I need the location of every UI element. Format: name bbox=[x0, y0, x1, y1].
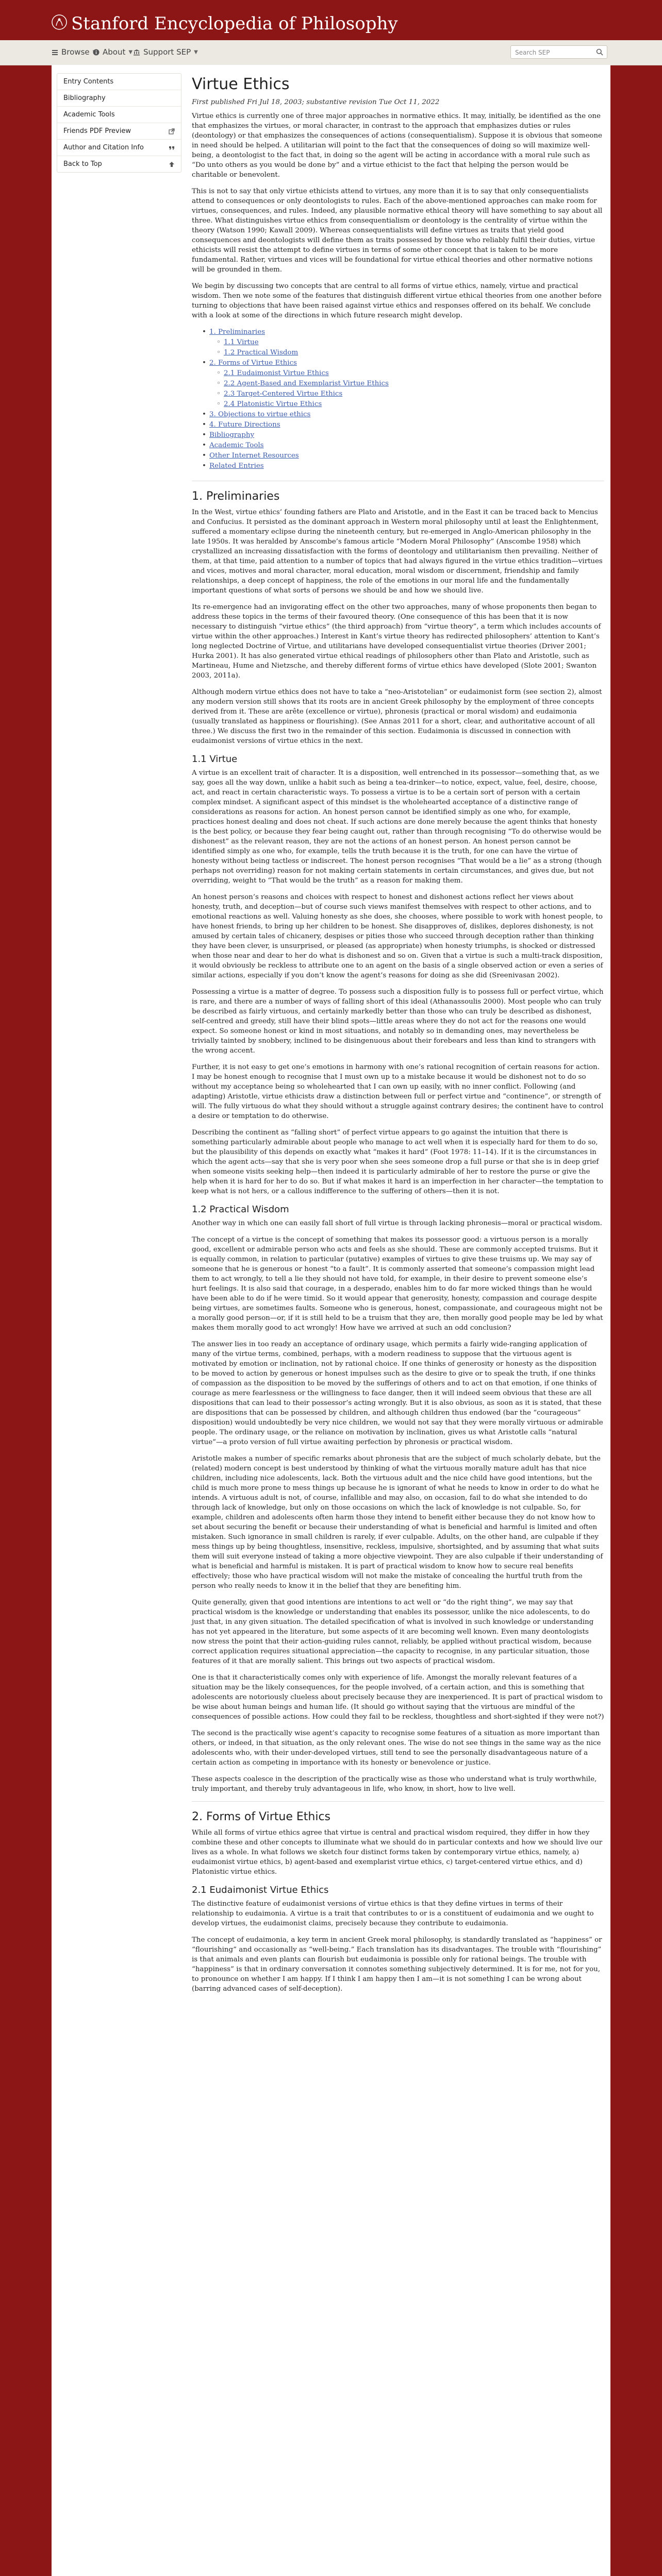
section-paragraph: One is that it characteristically comes only with experience of life. Amongst the morally relevant features of a situation may be the likely consequences, for the people involved, of a certain action, and this is something that adolescents are notoriously clueless about precisely because they are inexperienced. It is part of practical wisdom to be wise about human beings and human life. (It should go without saying that the virtuous are mindful of the consequences of possible actions. How could they fail to be reckless, thoughtless and short-sighted if they were not?) bbox=[192, 1674, 604, 1721]
entry-sidebar bbox=[57, 73, 181, 173]
quote-icon bbox=[169, 145, 175, 151]
page-title: Virtue Ethics bbox=[192, 75, 290, 93]
toc-item: • 4. Future Directions bbox=[202, 421, 280, 429]
toc-item: • Other Internet Resources bbox=[202, 452, 299, 460]
table-of-contents bbox=[192, 327, 604, 471]
toc-item: ◦ 1.1 Virtue bbox=[217, 338, 259, 346]
nav-support-label: Support SEP bbox=[143, 47, 191, 57]
section-paragraph: In the West, virtue ethics’ founding fathers are Plato and Aristotle, and in the East it can be traced back to Mencius and Confucius. It persisted as the dominant approach in Western moral philosophy until at least the Enlightenment, suffered a momentary eclipse during the nineteenth century, but re-emerged in Anglo-American philosophy in the late 1950s. It was heralded by Anscombe’s famous article “Modern Moral Philosophy” (Anscombe 1958) which crystallized an increasing dissatisfaction with the forms of deontology and utilitarianism then prevailing. Neither of them, at that time, paid attention to a number of topics that had always figured in the virtue ethics tradition—virtues and vices, motives and moral character, moral education, moral wisdom or discernment, friendship and family relationships, a deep concept of happiness, the role of the emotions in our moral life and the fundamentally important questions of what sorts of persons we should be and how we should live. bbox=[192, 509, 603, 595]
browse-icon bbox=[52, 49, 58, 56]
section-paragraph: These aspects coalesce in the description of the practically wise as those who understand what is truly worthwhile, truly important, and thereby truly advantageous in life, who know, in short, how to live well. bbox=[192, 1775, 597, 1793]
nav-about-label: About bbox=[103, 47, 126, 57]
sidebar-item-label: Back to Top bbox=[63, 160, 102, 168]
section-heading-forms: 2. Forms of Virtue Ethics bbox=[192, 1810, 331, 1823]
sidebar-item-entry-contents[interactable] bbox=[57, 74, 181, 90]
main-navbar bbox=[0, 40, 662, 65]
subsection-heading-practical-wisdom: 1.2 Practical Wisdom bbox=[192, 1204, 289, 1215]
section-paragraph: Quite generally, given that good intentions are intentions to act well or “do the right thing”, we may say that practical wisdom is the knowledge or understanding that enables its possessor, unlike the nice adolescents, to do just that, in any given situation. The detailed specification of what is involved in such knowledge or understanding has not yet appeared in the literature, but some aspects of it are becoming well known. Even many deontologists now stress the point that their action-guiding rules cannot, reliably, be applied without practical wisdom, because correct application requires situational appreciation—the capacity to recognise, in any particular situation, those features of it that are morally salient. This brings out two aspects of practical wisdom. bbox=[192, 1599, 594, 1665]
toc-link[interactable]: 2.3 Target-Centered Virtue Ethics bbox=[224, 390, 343, 398]
toc-link[interactable]: 2.2 Agent-Based and Exemplarist Virtue Ethics bbox=[224, 380, 389, 387]
toc-link[interactable]: 3. Objections to virtue ethics bbox=[209, 411, 311, 418]
intro-paragraph: This is not to say that only virtue ethicists attend to virtues, any more than it is to say that only consequentialists attend to consequences or only deontologists to rules. Each of the above-mentioned approaches can make room for virtues, consequences, and rules. Indeed, any plausible normative ethical theory will have something to say about all three. What distinguishes virtue ethics from consequentialism or deontology is the centrality of virtue within the theory (Watson 1990; Kawall 2009). Whereas consequentialists will define virtues as traits that yield good consequences and deontologists will define them as traits possessed by those who reliably fulfil their duties, virtue ethicists will resist the attempt to define virtues in terms of some other concept that is taken to be more fundamental. Rather, virtues and vices will be foundational for virtue ethical theories and other normative notions will be grounded in them. bbox=[192, 188, 603, 274]
toc-link[interactable]: 4. Future Directions bbox=[209, 421, 280, 429]
section-paragraph: The second is the practically wise agent’s capacity to recognise some features of a situation as more important than others, or indeed, in that situation, as the only relevant ones. The wise do not see things in the same way as the nice adolescents who, with their under-developed virtues, still tend to see the personally disadvantageous nature of a certain action as competing in importance with its honesty or benevolence or justice. bbox=[192, 1730, 601, 1767]
nav-support[interactable] bbox=[133, 47, 198, 57]
info-icon bbox=[93, 49, 100, 56]
search-input[interactable]: Search SEP bbox=[510, 45, 607, 59]
section-paragraph: The distinctive feature of eudaimonist versions of virtue ethics is that they define virtues in terms of their relationship to eudaimonia. A virtue is a trait that contributes to or is a constituent of eudaimonia and we ought to develop virtues, the eudaimonist claims, precisely because they contribute to eudaimonia. bbox=[192, 1900, 594, 1927]
section-heading-preliminaries: 1. Preliminaries bbox=[192, 490, 280, 503]
toc-item: ◦ 2.4 Platonistic Virtue Ethics bbox=[217, 400, 322, 408]
toc-item: • Related Entries bbox=[202, 462, 264, 470]
intro-paragraph: We begin by discussing two concepts that are central to all forms of virtue ethics, namely, virtue and practical wisdom. Then we note some of the features that distinguish different virtue ethical theories from one another before turning to objections that have been raised against virtue ethics and responses offered on its behalf. We conclude with a look at some of the directions in which future research might develop. bbox=[192, 282, 602, 319]
section-paragraph: Describing the continent as “falling short” of perfect virtue appears to go against the intuition that there is something particularly admirable about people who manage to act well when it is especially hard for them to do so, but the plausibility of this depends on exactly what “makes it hard” (Foot 1978: 11–14). If it is the circumstances in which the agent acts—say that she is very poor when she sees someone drop a full purse or that she is in deep grief when someone visits seeking help—then indeed it is particularly admirable of her to restore the purse or give the help when it is hard for her to do so. But if what makes it hard is an imperfection in her character—the temptation to keep what is not hers, or a callous indifference to the suffering of others—then it is not. bbox=[192, 1129, 604, 1195]
nav-browse-label: Browse bbox=[61, 47, 90, 57]
section-paragraph: A virtue is an excellent trait of character. It is a disposition, well entrenched in its possessor—something that, as we say, goes all the way down, unlike a habit such as being a tea-drinker—to notice, expect, value, feel, desire, choose, act, and react in certain characteristic ways. To possess a virtue is to be a certain sort of person with a certain complex mindset. A significant aspect of this mindset is the wholehearted acceptance of a distinctive range of considerations as reasons for action. An honest person cannot be identified simply as one who, for example, practices honest dealing and does not cheat. If such actions are done merely because the agent thinks that honesty is the best policy, or because they fear being caught out, rather than through recognising “To do otherwise would be dishonest” as the relevant reason, they are not the actions of an honest person. An honest person cannot be identified simply as one who, for example, tells the truth because it is the truth, for one can have the virtue of honesty without being tactless or indiscreet. The honest person recognises “That would be a lie” as a strong (though perhaps not overriding) reason for not making certain statements in certain circumstances, and gives due, but not overriding, weight to “That would be the truth” as a reason for making them. bbox=[192, 769, 602, 885]
page-body bbox=[52, 65, 610, 2576]
toc-item: ◦ 2.1 Eudaimonist Virtue Ethics bbox=[217, 369, 329, 377]
toc-link[interactable]: Related Entries bbox=[209, 462, 264, 470]
toc-link[interactable]: 2. Forms of Virtue Ethics bbox=[209, 359, 297, 367]
section-paragraph: Although modern virtue ethics does not have to take a “neo-Aristotelian” or eudaimonist form (see section 2), almost any modern version still shows that its roots are in ancient Greek philosophy by the employment of three concepts derived from it. These are arête (excellence or virtue), phronesis (practical or moral wisdom) and eudaimonia (usually translated as happiness or flourishing). (See Annas 2011 for a short, clear, and authoritative account of all three.) We discuss the first two in the remainder of this section. Eudaimonia is discussed in connection with eudaimonist versions of virtue ethics in the next. bbox=[192, 688, 602, 745]
section-paragraph: The concept of a virtue is the concept of something that makes its possessor good: a virtuous person is a morally good, excellent or admirable person who acts and feels as she should. These are commonly accepted truisms. But it is equally common, in relation to particular (putative) examples of virtues to give these truisms up. We may say of someone that he is generous or honest “to a fault”. It is commonly asserted that someone’s compassion might lead them to act wrongly, to tell a lie they should not have told, for example, in their desire to prevent someone else’s hurt feelings. It is also said that courage, in a desperado, enables him to do far more wicked things than he would have been able to do if he were timid. So it would appear that generosity, honesty, compassion and courage despite being virtues, are sometimes faults. Someone who is generous, honest, compassionate, and courageous might not be a morally good person—or, if it is still held to be a truism that they are, then morally good people may be led by what makes them morally good to act wrongly! How have we arrived at such an odd conclusion? bbox=[192, 1236, 603, 1332]
site-header bbox=[0, 0, 662, 40]
toc-item: ◦ 2.2 Agent-Based and Exemplarist Virtue Ethics bbox=[217, 380, 389, 387]
toc-item: ◦ 2.3 Target-Centered Virtue Ethics bbox=[217, 390, 343, 398]
toc-item: • 2. Forms of Virtue Ethics bbox=[202, 359, 297, 367]
section-paragraph: Its re-emergence had an invigorating effect on the other two approaches, many of whose proponents then began to address these topics in the terms of their favoured theory. (One consequence of this has been that it is now necessary to distinguish “virtue ethics” (the third approach) from “virtue theory”, a term which includes accounts of virtue within the other approaches.) Interest in Kant’s virtue theory has redirected philosophers’ attention to Kant’s long neglected Doctrine of Virtue, and utilitarians have developed consequentialist virtue theories (Driver 2001; Hurka 2001). It has also generated virtue ethical readings of philosophers other than Plato and Aristotle, such as Martineau, Hume and Nietzsche, and thereby different forms of virtue ethics have developed (Slote 2001; Swanton 2003, 2011a). bbox=[192, 603, 601, 680]
toc-link[interactable]: 2.1 Eudaimonist Virtue Ethics bbox=[224, 369, 329, 377]
toc-item: • 3. Objections to virtue ethics bbox=[202, 411, 311, 418]
section-paragraph: Further, it is not easy to get one’s emotions in harmony with one’s rational recognition of certain reasons for action. I may be honest enough to recognise that I must own up to a mistake because it would be dishonest not to do so without my acceptance being so wholehearted that I can own up easily, with no inner conflict. Following (and adapting) Aristotle, virtue ethicists draw a distinction between full or perfect virtue and “continence”, or strength of will. The fully virtuous do what they should without a struggle against contrary desires; the continent have to control a desire or temptation to do otherwise. bbox=[192, 1063, 604, 1120]
section-paragraph: The answer lies in too ready an acceptance of ordinary usage, which permits a fairly wide-ranging application of many of the virtue terms, combined, perhaps, with a modern readiness to suppose that the virtuous agent is motivated by emotion or inclination, not by rational choice. If one thinks of generosity or honesty as the disposition to be moved to action by generous or honest impulses such as the desire to give or to speak the truth, if one thinks of compassion as the disposition to be moved by the sufferings of others and to act on that emotion, if one thinks of courage as mere fearlessness or the willingness to face danger, then it will indeed seem obvious that these are all dispositions that can lead to their possessor’s acting wrongly. But it is also obvious, as soon as it is stated, that these are dispositions that can be possessed by children, and although children thus endowed (bar the “courageous” disposition) would undoubtedly be very nice children, we would not say that they were morally virtuous or admirable people. The ordinary usage, or the reliance on motivation by inclination, gives us what Aristotle calls “natural virtue”—a proto version of full virtue awaiting perfection by phronesis or practical wisdom. bbox=[192, 1341, 603, 1446]
sidebar-item-back-to-top[interactable] bbox=[57, 156, 181, 172]
sidebar-item-label: Academic Tools bbox=[63, 111, 115, 118]
article-content bbox=[192, 65, 604, 2001]
sidebar-item-label: Entry Contents bbox=[63, 78, 114, 86]
site-title[interactable]: Stanford Encyclopedia of Philosophy bbox=[71, 13, 398, 34]
toc-link[interactable]: 1.1 Virtue bbox=[224, 338, 259, 346]
intro-paragraph: Virtue ethics is currently one of three major approaches in normative ethics. It may, initially, be identified as the one that emphasizes the virtues, or moral character, in contrast to the approach that emphasizes duties or rules (deontology) or that emphasizes the consequences of actions (consequentialism). Suppose it is obvious that someone in need should be helped. A utilitarian will point to the fact that the consequences of doing so will maximize well-being, a deontologist to the fact that, in doing so the agent will be acting in accordance with a moral rule such as “Do unto others as you would be done by” and a virtue ethicist to the fact that helping the person would be charitable or benevolent. bbox=[192, 112, 602, 179]
search-icon[interactable] bbox=[596, 48, 603, 56]
subsection-heading-eudaimonist: 2.1 Eudaimonist Virtue Ethics bbox=[192, 1885, 329, 1895]
toc-link[interactable]: Academic Tools bbox=[209, 442, 264, 449]
section-paragraph: Aristotle makes a number of specific remarks about phronesis that are the subject of much scholarly debate, but the (related) modern concept is best understood by thinking of what the virtuous morally mature adult has that nice children, including nice adolescents, lack. Both the virtuous adult and the nice child have good intentions, but the child is much more prone to mess things up because he is ignorant of what he needs to know in order to do what he intends. A virtuous adult is not, of course, infallible and may also, on occasion, fail to do what she intended to do through lack of knowledge, but only on those occasions on which the lack of knowledge is not culpable. So, for example, children and adolescents often harm those they intend to benefit either because they do not know how to set about securing the benefit or because their understanding of what is beneficial and harmful is limited and often mistaken. Such ignorance in small children is rarely, if ever culpable. Adults, on the other hand, are culpable if they mess things up by being thoughtless, insensitive, reckless, impulsive, shortsighted, and by assuming that what suits them will suit everyone instead of taking a more objective viewpoint. They are also culpable if their understanding of what is beneficial and harmful is mistaken. It is part of practical wisdom to know how to secure real benefits effectively; those who have practical wisdom will not make the mistake of concealing the hurtful truth from the person who really needs to know it in the belief that they are benefiting him. bbox=[192, 1455, 603, 1590]
sidebar-item-label: Author and Citation Info bbox=[63, 144, 144, 151]
section-paragraph: Possessing a virtue is a matter of degree. To possess such a disposition fully is to possess full or perfect virtue, which is rare, and there are a number of ways of falling short of this ideal (Athanassoulis 2000). Most people who can truly be described as fairly virtuous, and certainly markedly better than those who can truly be described as dishonest, self-centred and greedy, still have their blind spots—little areas where they do not act for the reasons one would expect. So someone honest or kind in most situations, and notably so in demanding ones, may nevertheless be trivially tainted by snobbery, inclined to be disingenuous about their forebears and less than kind to strangers with the wrong accent. bbox=[192, 988, 604, 1055]
section-divider bbox=[192, 1801, 604, 1802]
chevron-down-icon: ▼ bbox=[194, 49, 198, 55]
intro-section bbox=[192, 111, 604, 320]
section-paragraph: An honest person’s reasons and choices with respect to honest and dishonest actions reflect her views about honesty, truth, and deception—but of course such views manifest themselves with respect to other actions, and to emotional reactions as well. Valuing honesty as she does, she chooses, where possible to work with honest people, to have honest friends, to bring up her children to be honest. She disapproves of, dislikes, deplores dishonesty, is not amused by certain tales of chicanery, despises or pities those who succeed through deception rather than thinking they have been clever, is unsurprised, or pleased (as appropriate) when honesty triumphs, is shocked or distressed when those near and dear to her do what is dishonest and so on. Given that a virtue is such a multi-track disposition, it would obviously be reckless to attribute one to an agent on the basis of a single observed action or even a series of similar actions, especially if you don’t know the agent’s reasons for doing as she did (Sreenivasan 2002). bbox=[192, 893, 603, 979]
arrow-up-icon bbox=[169, 161, 175, 167]
publication-info: First published Fri Jul 18, 2003; substantive revision Tue Oct 11, 2022 bbox=[192, 98, 440, 106]
external-link-icon bbox=[169, 128, 175, 134]
toc-item: • 1. Preliminaries bbox=[202, 328, 266, 336]
sidebar-item-author-citation[interactable] bbox=[57, 140, 181, 156]
toc-link[interactable]: 1. Preliminaries bbox=[209, 328, 266, 336]
toc-link[interactable]: Other Internet Resources bbox=[209, 452, 299, 460]
toc-link[interactable]: 1.2 Practical Wisdom bbox=[224, 349, 299, 357]
toc-item: • Academic Tools bbox=[202, 442, 264, 449]
sidebar-item-friends-pdf[interactable] bbox=[57, 123, 181, 140]
toc-link[interactable]: Bibliography bbox=[209, 431, 255, 439]
toc-link[interactable]: 2.4 Platonistic Virtue Ethics bbox=[224, 400, 322, 408]
nav-about[interactable] bbox=[93, 47, 133, 57]
section-paragraph: While all forms of virtue ethics agree that virtue is central and practical wisdom required, they differ in how they combine these and other concepts to illuminate what we should do in particular contexts and how we should live our lives as a whole. In what follows we sketch four distinct forms taken by contemporary virtue ethics, namely, a) eudaimonist virtue ethics, b) agent-based and exemplarist virtue ethics, c) target-centered virtue ethics, and d) Platonistic virtue ethics. bbox=[192, 1829, 603, 1876]
section-paragraph: Another way in which one can easily fall short of full virtue is through lacking phronesis—moral or practical wisdom. bbox=[192, 1219, 602, 1227]
toc-item: ◦ 1.2 Practical Wisdom bbox=[217, 349, 299, 357]
chevron-down-icon: ▼ bbox=[128, 49, 133, 55]
sidebar-item-label: Bibliography bbox=[63, 94, 106, 102]
sep-logo-icon[interactable] bbox=[52, 14, 67, 30]
bank-icon bbox=[133, 49, 140, 56]
subsection-heading-virtue: 1.1 Virtue bbox=[192, 754, 238, 765]
nav-browse[interactable] bbox=[52, 47, 96, 57]
sidebar-item-academic-tools[interactable] bbox=[57, 107, 181, 123]
sidebar-item-label: Friends PDF Preview bbox=[63, 127, 131, 135]
section-paragraph: The concept of eudaimonia, a key term in ancient Greek moral philosophy, is standardly translated as “happiness” or “flourishing” and occasionally as “well-being.” Each translation has its disadvantages. The trouble with “flourishing” is that animals and even plants can flourish but eudaimonia is possible only for rational beings. The trouble with “happiness” is that in ordinary conversation it connotes something subjectively determined. It is for me, not for you, to pronounce on whether I am happy. If I think I am happy then I am—it is not something I can be wrong about (barring advanced cases of self-deception). bbox=[192, 1936, 602, 1993]
toc-item: • Bibliography bbox=[202, 431, 255, 439]
sidebar-item-bibliography[interactable] bbox=[57, 90, 181, 107]
